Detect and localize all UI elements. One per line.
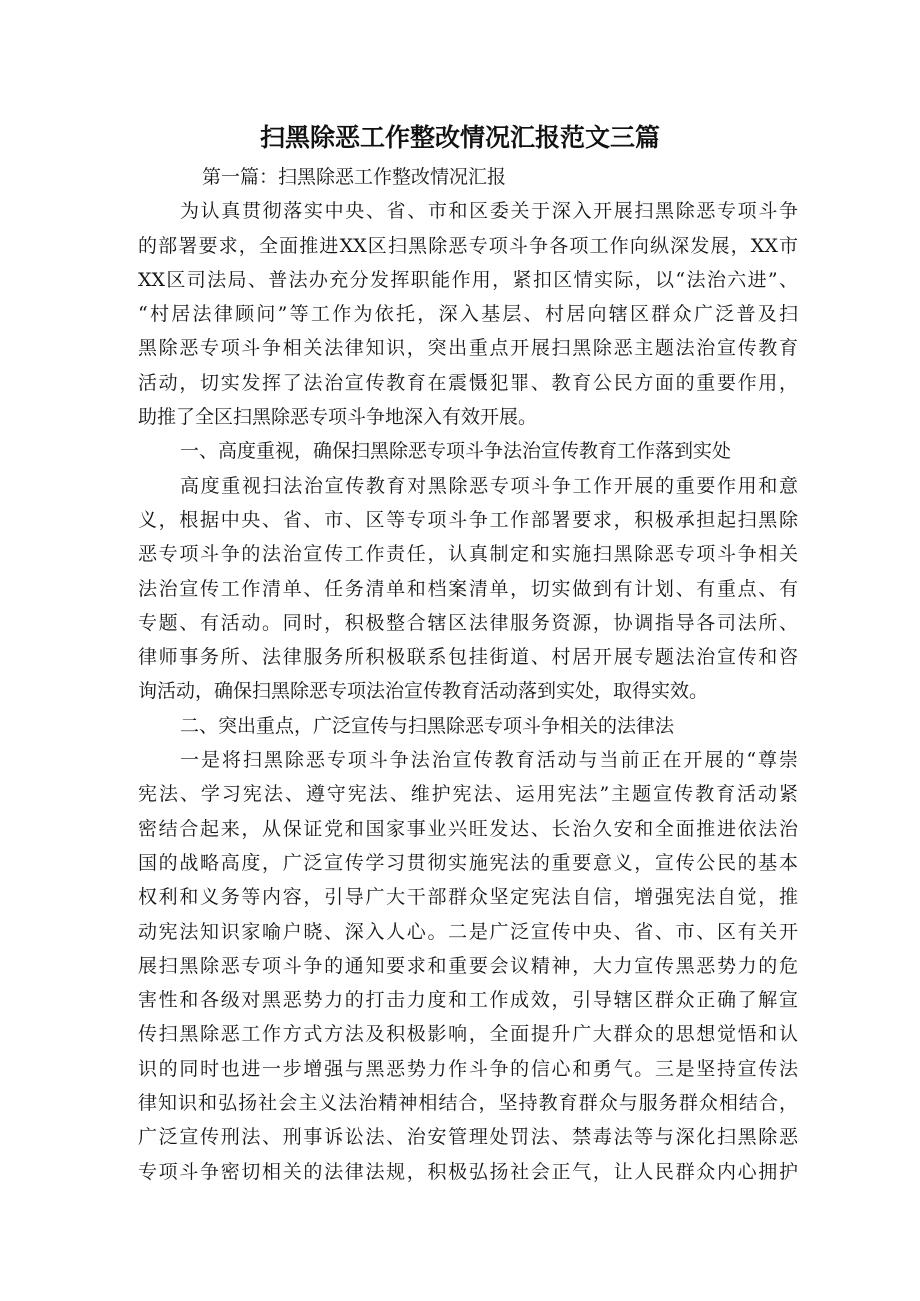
document-title: 扫黑除恶工作整改情况汇报范文三篇 (259, 123, 660, 152)
paragraph-line: 专项斗争密切相关的法律法规，积极弘扬社会正气，让人民群众内心拥护 (138, 1160, 798, 1183)
paragraph-line: “村居法律顾问”等工作为依托，深入基层、村居向辖区群众广泛普及扫 (138, 303, 798, 326)
paragraph-line: 传扫黑除恶工作方式方法及积极影响，全面提升广大群众的思想觉悟和认 (138, 1023, 798, 1046)
paragraph-line: 恶专项斗争的法治宣传工作责任，认真制定和实施扫黑除恶专项斗争相关 (138, 543, 798, 566)
paragraph-line: 的部署要求，全面推进XX区扫黑除恶专项斗争各项工作向纵深发展，XX市 (138, 234, 798, 257)
paragraph-line: 识的同时也进一步增强与黑恶势力作斗争的信心和勇气。三是坚持宣传法 (138, 1057, 798, 1080)
paragraph-line: 义，根据中央、省、市、区等专项斗争工作部署要求，积极承担起扫黑除 (138, 508, 798, 531)
paragraph-line: XX区司法局、普法办充分发挥职能作用，紧扣区情实际，以“法治六进”、 (138, 268, 798, 291)
paragraph-line: 律知识和弘扬社会主义法治精神相结合，坚持教育群众与服务群众相结合， (138, 1092, 798, 1115)
paragraph-line: 黑除恶专项斗争相关法律知识，突出重点开展扫黑除恶主题法治宣传教育 (138, 337, 798, 360)
paragraph-line: 国的战略高度，广泛宣传学习贯彻实施宪法的重要意义，宣传公民的基本 (138, 851, 798, 874)
paragraph-line: 宪法、学习宪法、遵守宪法、维护宪法、运用宪法”主题宣传教育活动紧 (138, 783, 798, 806)
document-body (138, 160, 798, 1189)
paragraph-line: 一是将扫黑除恶专项斗争法治宣传教育活动与当前正在开展的“尊崇 (180, 749, 798, 772)
paragraph-line: 律师事务所、法律服务所积极联系包挂街道、村居开展专题法治宣传和咨 (138, 646, 798, 669)
paragraph-line: 展扫黑除恶专项斗争的通知要求和重要会议精神，大力宣传黑恶势力的危 (138, 954, 798, 977)
paragraph-line: 助推了全区扫黑除恶专项斗争地深入有效开展。 (138, 406, 538, 429)
section-heading: 一、高度重视，确保扫黑除恶专项斗争法治宣传教育工作落到实处 (180, 440, 732, 463)
section-heading: 二、突出重点，广泛宣传与扫黑除恶专项斗争相关的法律法 (180, 714, 675, 737)
paragraph-line: 为认真贯彻落实中央、省、市和区委关于深入开展扫黑除恶专项斗争 (180, 200, 798, 223)
paragraph-line: 法治宣传工作清单、任务清单和档案清单，切实做到有计划、有重点、有 (138, 577, 798, 600)
paragraph-line: 专题、有活动。同时，积极整合辖区法律服务资源，协调指导各司法所、 (138, 611, 798, 634)
paragraph-line: 询活动，确保扫黑除恶专项法治宣传教育活动落到实处，取得实效。 (138, 680, 709, 703)
paragraph-line: 权利和义务等内容，引导广大干部群众坚定宪法自信，增强宪法自觉，推 (138, 886, 798, 909)
paragraph-line: 广泛宣传刑法、刑事诉讼法、治安管理处罚法、禁毒法等与深化扫黑除恶 (138, 1126, 798, 1149)
paragraph-line: 活动，切实发挥了法治宣传教育在震慑犯罪、教育公民方面的重要作用， (138, 371, 798, 394)
paragraph-line: 高度重视扫法治宣传教育对黑除恶专项斗争工作开展的重要作用和意 (180, 474, 798, 497)
paragraph-line: 密结合起来，从保证党和国家事业兴旺发达、长治久安和全面推进依法治 (138, 817, 798, 840)
paragraph-line: 害性和各级对黑恶势力的打击力度和工作成效，引导辖区群众正确了解宣 (138, 989, 798, 1012)
paragraph-line: 动宪法知识家喻户晓、深入人心。二是广泛宣传中央、省、市、区有关开 (138, 920, 798, 943)
section-subtitle: 第一篇：扫黑除恶工作整改情况汇报 (202, 166, 507, 188)
